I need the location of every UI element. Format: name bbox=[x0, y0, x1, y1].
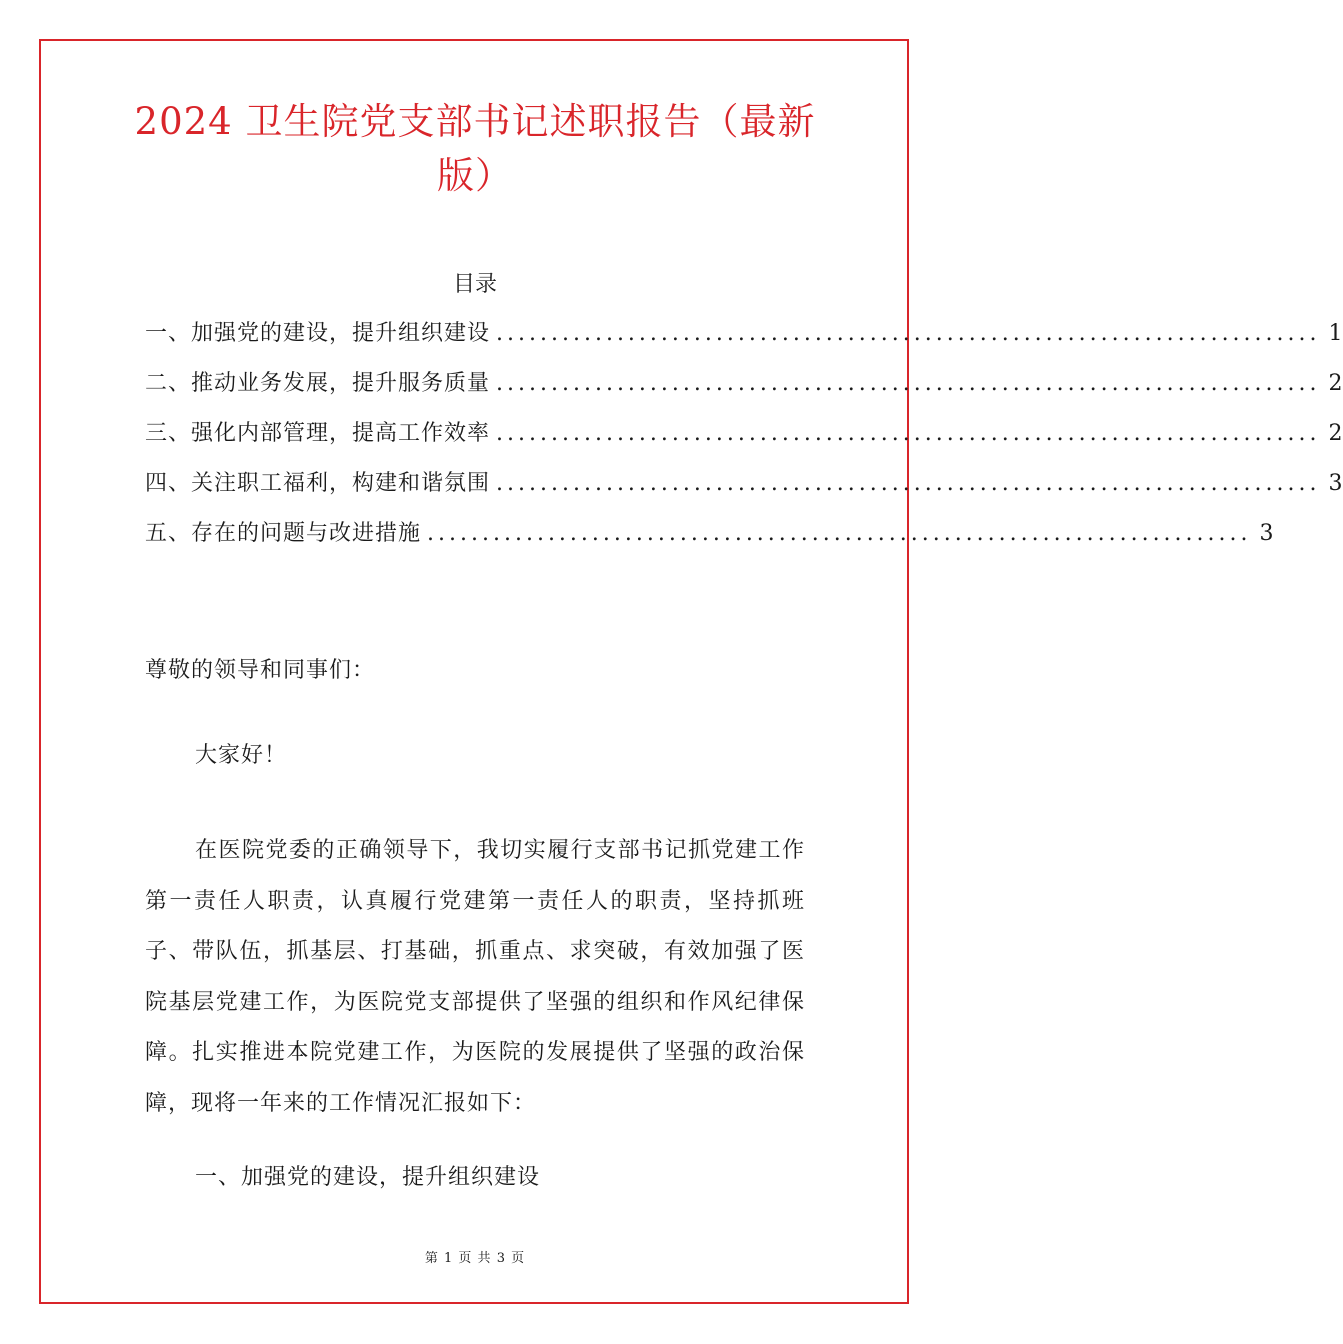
toc-entry-page: 2 bbox=[1328, 371, 1343, 396]
toc-entry-page: 3 bbox=[1328, 471, 1343, 496]
page-footer: 第 1 页 共 3 页 bbox=[424, 1251, 526, 1266]
document-title: 2024 卫生院党支部书记述职报告（最新版） bbox=[134, 100, 816, 197]
toc-entry[interactable] bbox=[145, 368, 1343, 418]
toc-entry-text: 二、推动业务发展，提升服务质量 bbox=[145, 371, 491, 396]
toc-entry-text: 四、关注职工福利，构建和谐氛围 bbox=[145, 471, 491, 496]
toc-dot-leader: ........................................................................... bbox=[427, 521, 1252, 546]
toc-entry-text: 五、存在的问题与改进措施 bbox=[145, 521, 422, 546]
body-paragraph: 在医院党委的正确领导下，我切实履行支部书记抓党建工作第一责任人职责，认真履行党建第一责任人的职责，坚持抓班子、带队伍，抓基层、打基础，抓重点、求突破，有效加强了医院基层党建工作，为医院党支部提供了坚强的组织和作风纪律保障。扎实推进本院党建工作，为医院的发展提供了坚强的政治保障，现将一年来的工作情况汇报如下： bbox=[145, 838, 805, 1116]
toc-entry[interactable] bbox=[145, 468, 1343, 518]
toc-entry-page: 1 bbox=[1328, 321, 1343, 346]
toc-entry-text: 三、强化内部管理，提高工作效率 bbox=[145, 421, 491, 446]
toc-entry[interactable] bbox=[145, 518, 1274, 568]
salutation: 尊敬的领导和同事们： bbox=[145, 658, 376, 683]
toc-dot-leader: ........................................................................... bbox=[496, 371, 1321, 396]
toc-dot-leader: ........................................................................... bbox=[496, 421, 1321, 446]
toc-dot-leader: ........................................................................... bbox=[496, 321, 1321, 346]
section-heading: 一、加强党的建设，提升组织建设 bbox=[195, 1165, 541, 1190]
toc-heading: 目录 bbox=[452, 272, 497, 297]
greeting: 大家好！ bbox=[195, 743, 288, 768]
toc-dot-leader: ........................................................................... bbox=[496, 471, 1321, 496]
table-of-contents bbox=[145, 318, 1343, 568]
toc-entry[interactable] bbox=[145, 418, 1343, 468]
toc-entry[interactable] bbox=[145, 318, 1343, 368]
toc-entry-text: 一、加强党的建设，提升组织建设 bbox=[145, 321, 491, 346]
toc-entry-page: 2 bbox=[1328, 421, 1343, 446]
toc-entry-page: 3 bbox=[1259, 521, 1274, 546]
